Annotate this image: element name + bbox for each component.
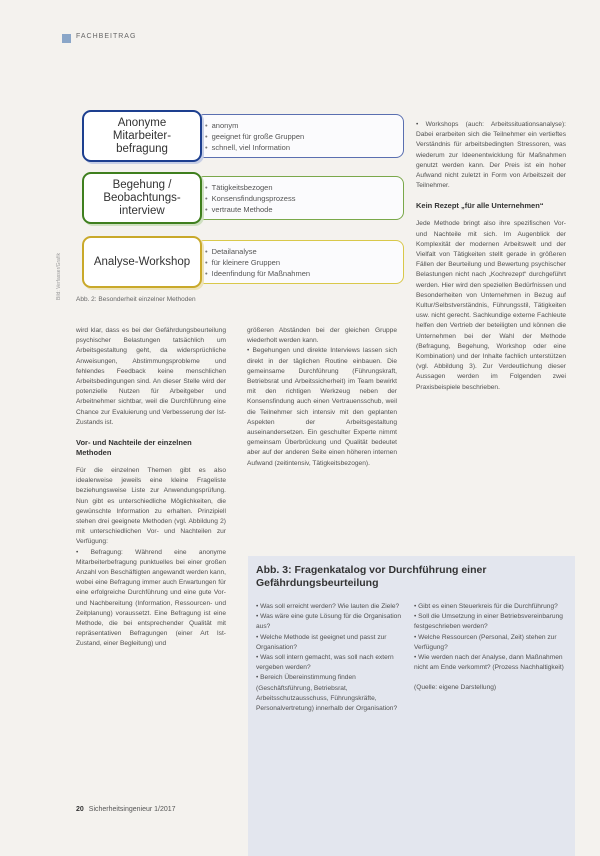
diagram-item: • anonym	[205, 120, 395, 131]
journal-name: Sicherheitsingenieur 1/2017	[88, 806, 176, 813]
bullet-item: • Begehungen und direkte Interviews lassen sich direkt in der täglichen Routine einbauen. Die gemeinsame Durchführung (Führungskraft, Betriebsrat und Arbeitssicherheit) im Team bewirkt mit den richtigen Werkzeug neben der Konsensfindung auch einen Vertrauensschub, weil die Teilnehmer sich intensiv mit den geplanten Aspekten der Arbeitsgestaltung auseinandersetzen. Ein geschulter Experte nimmt gemeinsam Überbrückung und Qualität bedeutet aber auf der anderen Seite einen höheren internen Aufwand (zeitintensiv, Tätigkeitsbezogen).	[247, 346, 397, 468]
question-item: • Welche Ressourcen (Personal, Zeit) stehen zur Verfügung?	[414, 633, 564, 653]
page-footer	[76, 806, 176, 813]
source-note: (Quelle: eigene Darstellung)	[414, 684, 497, 692]
text-column-3	[416, 120, 566, 393]
diagram-item: • Tätigkeitsbezogen	[205, 182, 395, 193]
question-catalog-box	[248, 556, 575, 856]
diagram-row-workshop	[68, 236, 408, 288]
diagram-caption: Abb. 2: Besonderheit einzelner Methoden	[76, 296, 196, 303]
diagram-item: • vertraute Methode	[205, 204, 395, 215]
diagram-item: • für kleinere Gruppen	[205, 257, 395, 268]
paragraph: größeren Abständen bei der gleichen Gruppe wiederholt werden kann.	[247, 327, 397, 345]
diagram-list-survey	[196, 114, 404, 158]
diagram-row-inspection	[68, 172, 408, 224]
text-column-2	[247, 326, 397, 469]
paragraph: Jede Methode bringt also ihre spezifischen Vor- und Nachteile mit sich. Im Augenblick der Komplexität der modernen Arbeitswelt und der Vielfalt von Tätigkeiten stellt gerade in größeren Fällen der Beurteilung und Bewertung psychischer Belastungen nicht nach „Kochrezept“ durchgeführt werden. Hier wird den speziellen Bedürfnissen und Besonderheiten von Unternehmen in Bezug auf Kultur/Selbstverständnis, Führungsstil, Tätigkeiten usw. nicht gerecht. Sachkundige externe Fachleute helfen den Vertrieb der beteiligten und können die Unternehmen bei der Wahl der Methode (Befragung, Begehung, Workshop oder eine Kombination) und der Inhalte fachlich unterstützen (vgl. Abbildung 3). Zur Verdeutlichung dieser Aussagen werden im Folgenden zwei Praxisbeispiele beschrieben.	[416, 220, 566, 391]
diagram-item: • Detailanalyse	[205, 246, 395, 257]
question-item: • Soll die Umsetzung in einer Betriebsvereinbarung festgeschrieben werden?	[414, 612, 564, 632]
question-list-left	[256, 602, 406, 714]
diagram-box-survey: Anonyme Mitarbeiter- befragung	[82, 110, 202, 162]
question-item: • Welche Methode ist geeignet und passt zur Organisation?	[256, 633, 406, 653]
question-list-right	[414, 602, 564, 694]
diagram-list-inspection	[196, 176, 404, 220]
diagram-row-survey	[68, 110, 408, 162]
text-column-1	[76, 326, 226, 650]
diagram-box-inspection: Begehung / Beobachtungs- interview	[82, 172, 202, 224]
box-title: Abb. 3: Fragenkatalog vor Durchführung einer Gefährdungsbeurteilung	[256, 564, 487, 589]
section-marker	[62, 34, 71, 43]
diagram-item: • Ideenfindung für Maßnahmen	[205, 268, 395, 279]
diagram-item: • geeignet für große Gruppen	[205, 131, 395, 142]
diagram-box-workshop: Analyse-Workshop	[82, 236, 202, 288]
section-heading: Kein Rezept „für alle Unternehmen“	[416, 201, 544, 211]
diagram-item: • schnell, viel Information	[205, 142, 395, 153]
bullet-item: • Workshops (auch: Arbeitssituationsanalyse): Dabei erarbeiten sich die Teilnehmer ein vertieftes Verständnis für arbeitsbedingten Stressoren, was wiederum zur Ideenentwicklung für Maßnahmen genutzt werden kann. Der Preis ist ein hoher Aufwand nicht zuletzt in Form von Arbeitszeit der Teilnehmer.	[416, 120, 566, 191]
question-item: • Was wäre eine gute Lösung für die Organisation aus?	[256, 612, 406, 632]
section-heading: Vor- und Nachteile der einzelnen Methoden	[76, 438, 192, 458]
page-number: 20	[76, 806, 84, 813]
question-item: • Was soll intern gemacht, was soll nach extern vergeben werden?	[256, 653, 406, 673]
question-item: • Gibt es einen Steuerkreis für die Durchführung?	[414, 602, 564, 612]
question-item: • Was soll erreicht werden? Wie lauten die Ziele?	[256, 602, 406, 612]
question-item: • Bereich Übereinstimmung finden (Geschäftsführung, Betriebsrat, Arbeitsschutzausschuss, Führungskräfte, Personalvertretung) innerhalb der Organisation?	[256, 673, 406, 714]
question-item: • Wie werden nach der Analyse, dann Maßnahmen nicht am Ende verkommt? (Prozess Nachhaltigkeit)	[414, 653, 564, 673]
section-label: FACHBEITRAG	[76, 33, 137, 40]
diagram-item: • Konsensfindungsprozess	[205, 193, 395, 204]
paragraph: Für die einzelnen Themen gibt es also idealerweise jeweils eine kleine Frageliste beziehungsweise Liste zur Anwendungsprüfung. Nun gibt es unterschiedliche Möglichkeiten, die gewünschte Information zu erhalten. Prinzipiell stehen drei geeignete Methoden (vgl. Abbildung 2) mit unterschiedlichen Vor- und Nachteilen zur Verfügung:	[76, 467, 226, 546]
bullet-item: • Befragung: Während eine anonyme Mitarbeiterbefragung punktuelles bei einer großen Anzahl von Beschäftigten angewandt werden kann, wobei eine Befragung immer auch Erwartungen für eine erfolgreiche Durchführung und eine gute Vor- und Nachbereitung (Information, Ressourcen- und Zeitplanung) voraussetzt. Eine Befragung ist eine Methode, die bei entsprechender Qualität mit repräsentativen Befragungen (einer Art Ist-Zustand, einer Begleitung) und	[76, 548, 226, 650]
methods-diagram	[68, 110, 408, 290]
diagram-list-workshop	[196, 240, 404, 284]
paragraph: wird klar, dass es bei der Gefährdungsbeurteilung psychischer Belastungen tatsächlich um Arbeitsgestaltung geht, da widersprüchliche Anweisungen, Abstimmungsprobleme und fehlendes Feedback keine menschlichen Arbeitsbedingungen sind. An dieser Stelle wird der potenzielle Nutzen für Arbeitgeber und Arbeitnehmer sichtbar, weil die Durchführung eine Chance zur Evaluierung und Verbesserung der Ist-Zustands ist.	[76, 327, 226, 426]
photo-credit: Bild: Verfasser/Grafik	[56, 253, 62, 300]
